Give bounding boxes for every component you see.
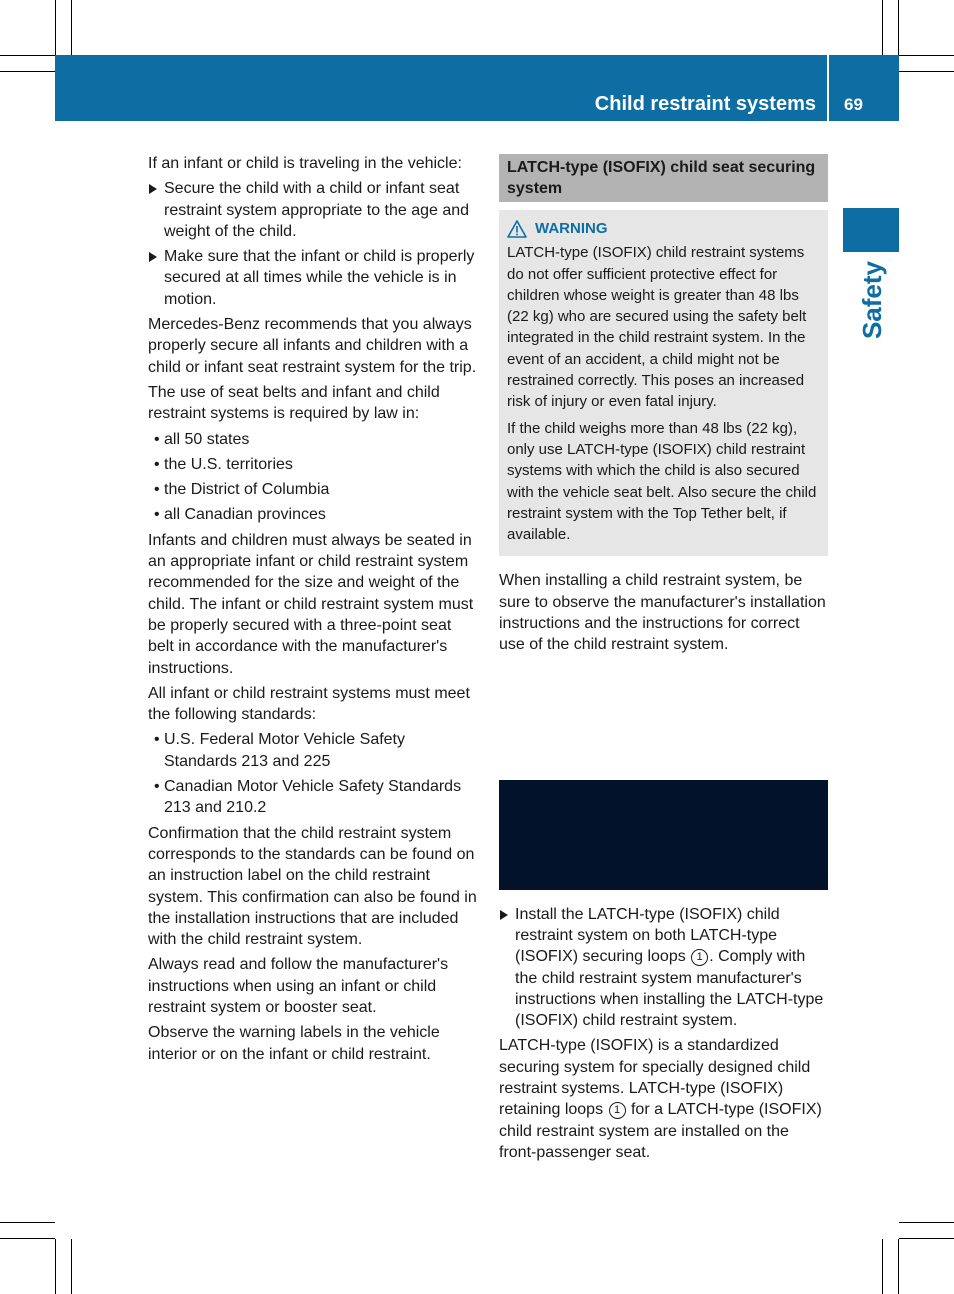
crop-mark xyxy=(0,1222,55,1223)
page-number: 69 xyxy=(844,95,863,114)
illustration-upper xyxy=(499,672,828,780)
law-list xyxy=(148,429,480,526)
callout-number: 1 xyxy=(691,949,708,966)
crop-mark xyxy=(898,0,899,55)
bullet-dot-icon: • xyxy=(154,455,160,473)
crop-mark xyxy=(55,0,56,55)
header-divider xyxy=(827,55,829,121)
crop-mark xyxy=(55,1239,56,1294)
illustration xyxy=(499,672,828,890)
instruction-text: . Comply with the child restraint system manufacturer's instructions when installing the LATCH-type (ISOFIX) child restraint system. xyxy=(515,948,824,1030)
arrow-bullet-icon xyxy=(149,184,157,194)
standards-list xyxy=(148,729,480,818)
paragraph: Mercedes-Benz recommends that you always properly secure all infants and children with a child or infant seat restraint system for the trip. xyxy=(148,316,477,376)
bullet-dot-icon: • xyxy=(154,778,160,796)
list-item xyxy=(148,776,480,819)
arrow-bullet-icon xyxy=(500,910,508,920)
list-item-text: U.S. Federal Motor Vehicle Safety Standards 213 and 225 xyxy=(164,731,405,770)
paragraph: The use of seat belts and infant and child restraint systems is required by law in: xyxy=(148,383,440,423)
crop-mark xyxy=(0,55,55,56)
paragraph: Always read and follow the manufacturer's instructions when using an infant or child restraint system or booster seat. xyxy=(148,956,449,1016)
warning-label: WARNING xyxy=(535,220,608,237)
paragraph: Observe the warning labels in the vehicle interior or on the infant or child restraint. xyxy=(148,1024,440,1063)
section-tab-label: Safety xyxy=(856,260,887,340)
crop-mark xyxy=(0,71,55,72)
crop-mark xyxy=(899,55,954,56)
section-tab xyxy=(843,208,899,252)
section-heading: LATCH-type (ISOFIX) child seat securing system xyxy=(499,154,828,202)
warning-triangle-icon xyxy=(507,220,527,238)
warning-text: LATCH-type (ISOFIX) child restraint systems do not offer sufficient protective effect for children whose weight is greater than 48 lbs (22 kg) who are secured using the safety belt integrated in the child restraint system. In the event of an accident, a child might not be restrained correctly. This poses an increased risk of injury or even fatal injury. xyxy=(507,244,807,411)
instruction-step xyxy=(499,904,828,1032)
paragraph-text: LATCH-type (ISOFIX) is a standardized securing system for specially designed child restraint systems. LATCH-type (ISOFIX) retaining loops xyxy=(499,1037,811,1119)
instruction-text: Install the LATCH-type (ISOFIX) child restraint system on both LATCH-type (ISOFIX) securing loops xyxy=(515,905,780,966)
list-item-text: the District of Columbia xyxy=(164,481,330,499)
arrow-bullet-icon xyxy=(149,252,157,262)
paragraph: Infants and children must always be seated in an appropriate infant or child restraint system recommended for the size and weight of the child. The infant or child restraint system must be properly secured with a three-point seat belt in accordance with the manufacturer's instructions. xyxy=(148,531,474,677)
list-item-text: all 50 states xyxy=(164,430,250,448)
instruction-text: Make sure that the infant or child is properly secured at all times while the vehicle is in motion. xyxy=(164,248,475,308)
instruction-text: Secure the child with a child or infant seat restraint system appropriate to the age and weight of the child. xyxy=(164,180,470,240)
paragraph: All infant or child restraint systems must meet the following standards: xyxy=(148,684,470,724)
list-item-text: the U.S. territories xyxy=(164,455,293,473)
warning-text: If the child weighs more than 48 lbs (22 kg), only use LATCH-type (ISOFIX) child restraint systems with which the child is also secured with the vehicle seat belt. Also secure the child restraint system with the Top Tether belt, if available. xyxy=(507,419,817,544)
paragraph-text: for a LATCH-type (ISOFIX) child restraint system are installed on the front-passenger seat. xyxy=(499,1101,822,1161)
crop-mark xyxy=(899,1238,954,1239)
crop-mark xyxy=(71,0,72,55)
crop-mark xyxy=(0,1238,55,1239)
instruction-step xyxy=(148,178,480,242)
bullet-dot-icon: • xyxy=(154,430,160,448)
list-item xyxy=(148,729,480,772)
list-item xyxy=(148,429,480,450)
warning-box xyxy=(499,210,828,556)
crop-mark xyxy=(71,1239,72,1294)
crop-mark xyxy=(882,0,883,55)
callout-number: 1 xyxy=(609,1102,626,1119)
crop-mark xyxy=(882,1239,883,1294)
paragraph: When installing a child restraint system, be sure to observe the manufacturer's installation instructions and the instructions for correct use of the child restraint system. xyxy=(499,572,826,654)
intro-text: If an infant or child is traveling in the vehicle: xyxy=(148,155,462,172)
bullet-dot-icon: • xyxy=(154,731,160,749)
list-item xyxy=(148,454,480,475)
list-item xyxy=(148,479,480,500)
bullet-dot-icon: • xyxy=(154,506,160,524)
instruction-step xyxy=(148,246,480,310)
warning-header xyxy=(507,218,820,239)
list-item xyxy=(148,504,480,525)
crop-mark xyxy=(899,71,954,72)
list-item-text: all Canadian provinces xyxy=(164,506,326,524)
paragraph: Confirmation that the child restraint system corresponds to the standards can be found on an instruction label on the child restraint system. This confirmation can also be found in the installation instructions that are included with the child restraint system. xyxy=(148,824,477,949)
bullet-dot-icon: • xyxy=(154,481,160,499)
crop-mark xyxy=(898,1239,899,1294)
list-item-text: Canadian Motor Vehicle Safety Standards 213 and 210.2 xyxy=(164,778,462,817)
left-column xyxy=(148,153,480,1069)
right-column xyxy=(499,154,828,1167)
crop-mark xyxy=(899,1222,954,1223)
illustration-lower xyxy=(499,780,828,890)
page-title: Child restraint systems xyxy=(594,93,816,115)
paragraph xyxy=(499,1035,828,1163)
